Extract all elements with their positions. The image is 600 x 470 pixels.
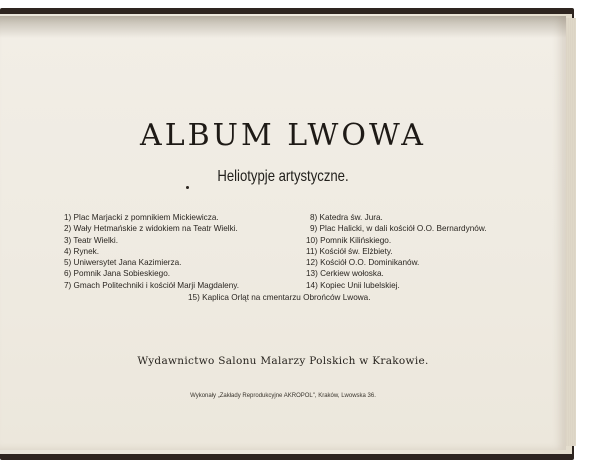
- list-item: 3) Teatr Wielki.: [64, 235, 118, 245]
- contents-list-left: [64, 212, 239, 291]
- list-item: 7) Gmach Politechniki i kościół Marji Magdaleny.: [64, 280, 240, 290]
- list-item: 2) Wały Hetmańskie z widokiem na Teatr Wielki.: [64, 224, 238, 234]
- binding-shadow: [0, 16, 566, 38]
- ink-spot: [186, 186, 189, 189]
- list-item: 11) Kościół św. Elżbiety.: [306, 246, 393, 256]
- list-item: 10) Pomnik Kilińskiego.: [306, 235, 392, 245]
- list-item: 14) Kopiec Unii lubelskiej.: [306, 280, 400, 290]
- album-title: ALBUM LWOWA: [140, 118, 426, 153]
- list-item: 8) Katedra św. Jura.: [310, 213, 383, 222]
- list-item: 9) Plac Halicki, w dali kościół O.O. Bernardynów.: [310, 224, 487, 234]
- page-edges: [566, 18, 576, 446]
- list-item: 12) Kościół O.O. Dominikanów.: [306, 258, 420, 268]
- list-item: 4) Rynek.: [64, 246, 100, 256]
- list-item-final: 15) Kaplica Orląt na cmentarzu Obrońców Lwowa.: [188, 293, 371, 302]
- list-item: 13) Cerkiew wołoska.: [306, 269, 384, 279]
- list-item: 6) Pomnik Jana Sobieskiego.: [64, 269, 171, 279]
- publisher-line: Wydawnictwo Salonu Malarzy Polskich w Krakowie.: [137, 355, 429, 367]
- album-subtitle: Heliotypje artystyczne.: [217, 168, 349, 185]
- contents-list-right: [306, 212, 487, 291]
- list-item: 1) Plac Marjacki z pomnikiem Mickiewicza.: [64, 213, 219, 222]
- list-item: 5) Uniwersytet Jana Kazimierza.: [64, 258, 182, 268]
- printer-credit: Wykonały „Zakłady Reprodukcyjne AKROPOL", Kraków, Lwowska 36.: [190, 393, 376, 399]
